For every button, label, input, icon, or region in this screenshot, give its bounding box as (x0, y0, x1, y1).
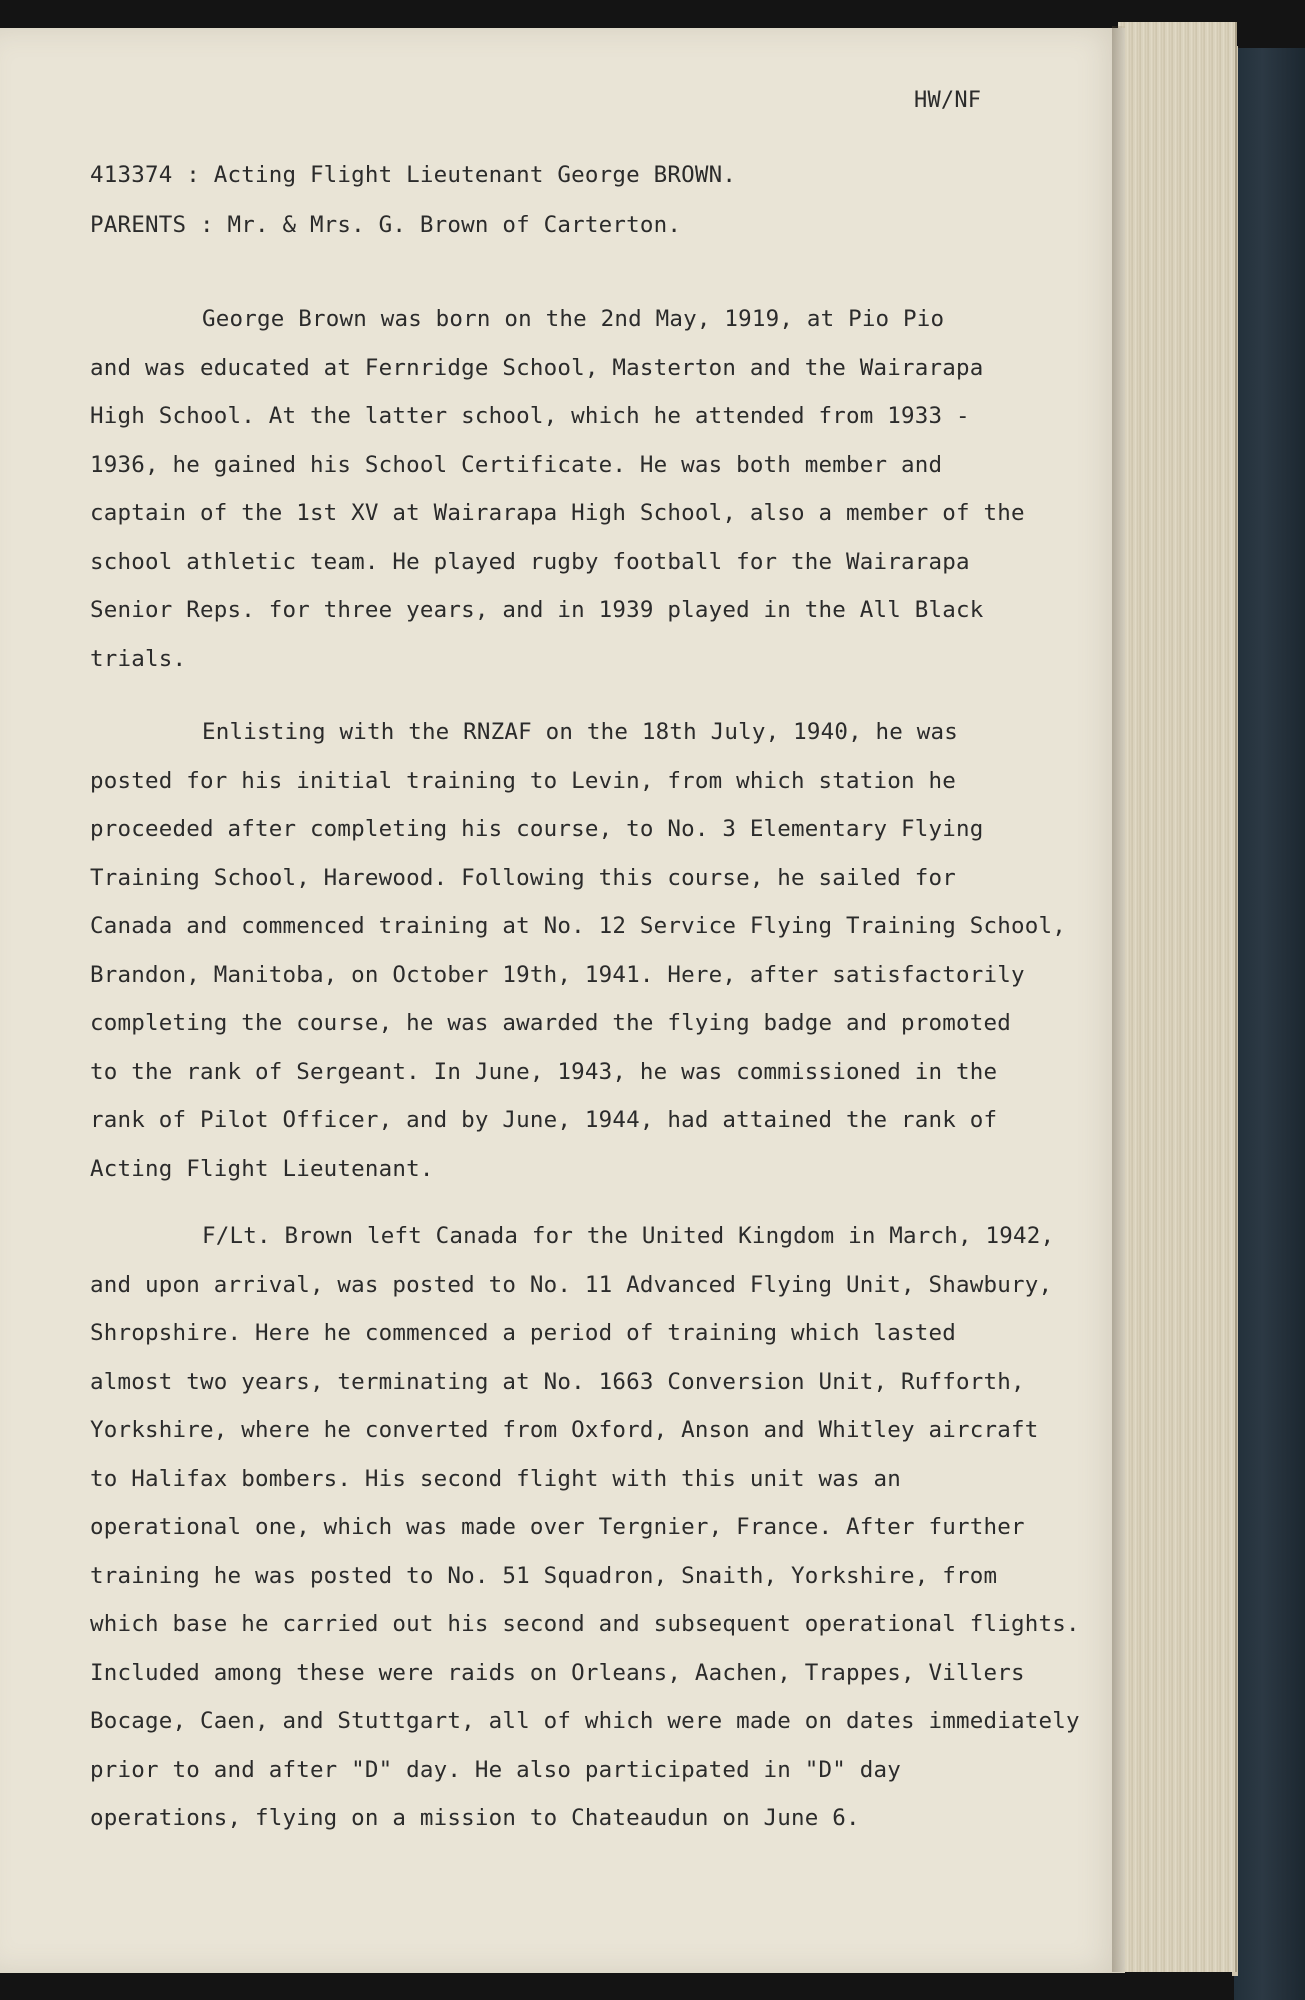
service-number-line: 413374 : Acting Flight Lieutenant George BROWN. (90, 162, 737, 188)
text-line: Acting Flight Lieutenant. (90, 1155, 434, 1182)
text-line: which base he carried out his second and subsequent operational flights. (90, 1611, 1080, 1637)
text-line: school athletic team. He played rugby football for the Wairarapa (90, 548, 970, 575)
paragraph-early-life (90, 295, 1110, 683)
text-line: Training School, Harewood. Following this course, he sailed for (90, 864, 957, 891)
text-line: Shropshire. Here he commenced a period of training which lasted (90, 1320, 957, 1346)
paragraph-operations (90, 1212, 1110, 1843)
text-line: Enlisting with the RNZAF on the 18th July, 1940, he was (202, 719, 959, 745)
text-line: 1936, he gained his School Certificate. He was both member and (90, 451, 943, 478)
paragraph-enlistment (90, 708, 1110, 1193)
text-line: Canada and commenced training at No. 12 Service Flying Training School, (90, 913, 1066, 939)
text-line: Brandon, Manitoba, on October 19th, 1941. Here, after satisfactorily (90, 961, 1025, 988)
text-line: captain of the 1st XV at Wairarapa High School, also a member of the (90, 500, 1025, 526)
text-line: operational one, which was made over Tergnier, France. After further (90, 1514, 1025, 1540)
text-line: and upon arrival, was posted to No. 11 Advanced Flying Unit, Shawbury, (90, 1271, 1053, 1298)
text-line: to the rank of Sergeant. In June, 1943, he was commissioned in the (90, 1058, 998, 1085)
book-cover (1234, 48, 1305, 2000)
page-gutter-shadow (1112, 26, 1126, 1972)
text-line: completing the course, he was awarded the flying badge and promoted (90, 1010, 1011, 1036)
text-line: posted for his initial training to Levin, from which station he (90, 767, 957, 794)
text-line: and was educated at Fernridge School, Masterton and the Wairarapa (90, 354, 984, 381)
text-line: Bocage, Caen, and Stuttgart, all of which were made on dates immediately (90, 1708, 1080, 1734)
text-line: operations, flying on a mission to Chateaudun on June 6. (90, 1805, 860, 1831)
text-line: prior to and after "D" day. He also participated in "D" day (90, 1756, 902, 1783)
text-line: F/Lt. Brown left Canada for the United Kingdom in March, 1942, (202, 1223, 1055, 1249)
text-line: almost two years, terminating at No. 1663 Conversion Unit, Rufforth, (90, 1368, 1025, 1395)
file-reference: HW/NF (914, 88, 982, 113)
text-line: Included among these were raids on Orleans, Aachen, Trappes, Villers (90, 1659, 1025, 1686)
text-line: to Halifax bombers. His second flight with this unit was an (90, 1465, 902, 1492)
text-line: trials. (90, 645, 187, 672)
text-line: Yorkshire, where he converted from Oxford, Anson and Whitley aircraft (90, 1417, 1039, 1443)
page-block-edges (1118, 22, 1237, 1972)
text-line: Senior Reps. for three years, and in 1939 played in the All Black (90, 597, 984, 623)
parents-line: PARENTS : Mr. & Mrs. G. Brown of Carterton. (90, 212, 682, 238)
text-line: proceeded after completing his course, to No. 3 Elementary Flying (90, 816, 984, 842)
text-line: training he was posted to No. 51 Squadron, Snaith, Yorkshire, from (90, 1562, 998, 1589)
text-line: High School. At the latter school, which he attended from 1933 - (90, 403, 970, 429)
text-line: rank of Pilot Officer, and by June, 1944, had attained the rank of (90, 1107, 998, 1133)
text-line: George Brown was born on the 2nd May, 1919, at Pio Pio (202, 306, 945, 332)
